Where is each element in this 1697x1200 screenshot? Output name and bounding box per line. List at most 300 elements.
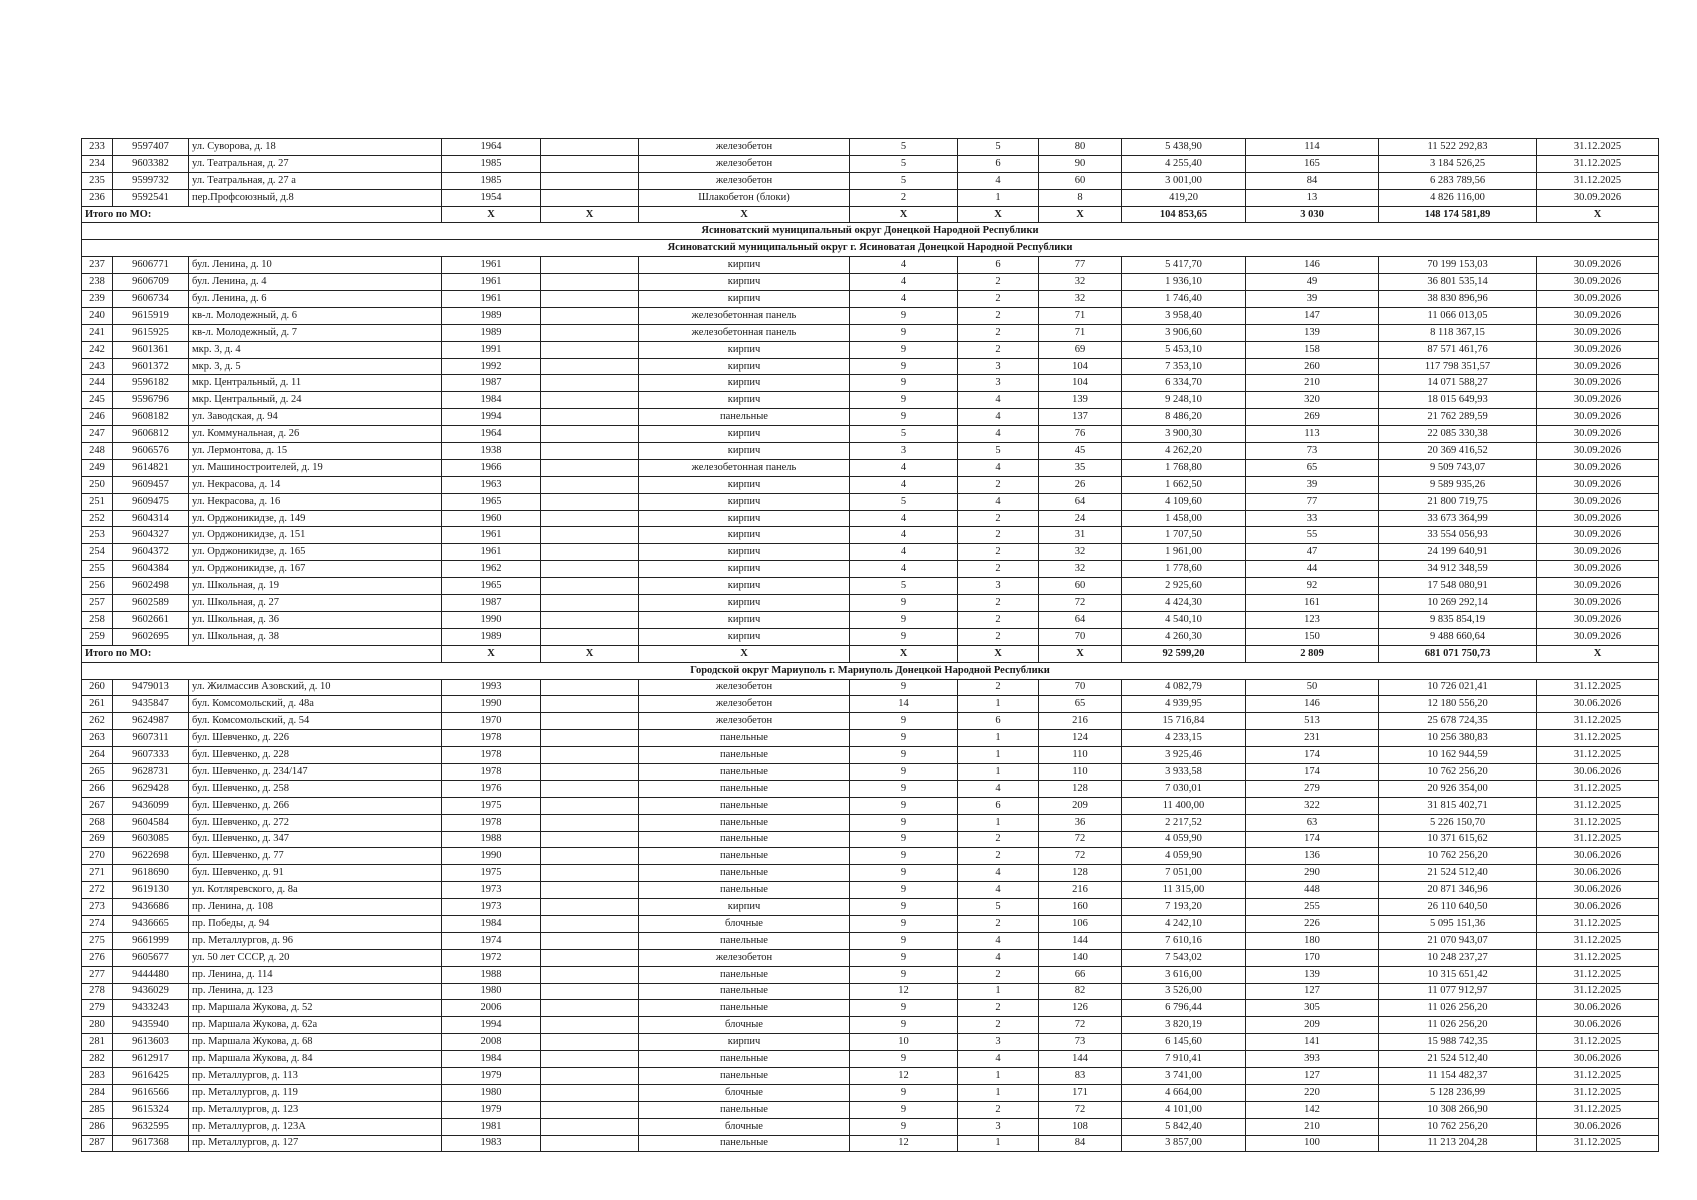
table-cell: 147 xyxy=(1246,307,1379,324)
table-cell: 30.06.2026 xyxy=(1537,1017,1659,1034)
table-cell xyxy=(541,679,639,696)
table-cell: 30.09.2026 xyxy=(1537,274,1659,291)
table-cell: 5 xyxy=(958,139,1039,156)
table-cell: ул. Суворова, д. 18 xyxy=(189,139,442,156)
table-cell: панельные xyxy=(639,747,850,764)
table-cell: 1976 xyxy=(442,780,541,797)
table-cell: ул. Некрасова, д. 16 xyxy=(189,493,442,510)
table-cell: 1 458,00 xyxy=(1122,510,1246,527)
table-cell: кирпич xyxy=(639,899,850,916)
table-cell: 1978 xyxy=(442,747,541,764)
table-cell: 1966 xyxy=(442,459,541,476)
table-cell: ул. Заводская, д. 94 xyxy=(189,409,442,426)
table-cell: 113 xyxy=(1246,426,1379,443)
total-cell: X xyxy=(1039,206,1122,223)
table-cell: железобетонная панель xyxy=(639,459,850,476)
table-cell: 14 071 588,27 xyxy=(1379,375,1537,392)
table-cell: 30.09.2026 xyxy=(1537,628,1659,645)
table-cell: 9607333 xyxy=(113,747,189,764)
table-cell xyxy=(541,966,639,983)
table-cell: 104 xyxy=(1039,358,1122,375)
table-cell: 1 xyxy=(958,1135,1039,1152)
table-cell: 30.09.2026 xyxy=(1537,426,1659,443)
table-cell: 6 283 789,56 xyxy=(1379,172,1537,189)
table-cell: 9 xyxy=(850,611,958,628)
table-cell: панельные xyxy=(639,763,850,780)
table-cell: 31.12.2025 xyxy=(1537,1034,1659,1051)
table-cell: 20 926 354,00 xyxy=(1379,780,1537,797)
table-cell: 76 xyxy=(1039,426,1122,443)
table-cell: 106 xyxy=(1039,915,1122,932)
table-cell: 274 xyxy=(82,915,113,932)
table-cell: 84 xyxy=(1246,172,1379,189)
table-cell: 419,20 xyxy=(1122,189,1246,206)
table-cell: 1990 xyxy=(442,848,541,865)
table-cell: 1961 xyxy=(442,527,541,544)
table-cell: кирпич xyxy=(639,578,850,595)
table-cell: 9596796 xyxy=(113,392,189,409)
table-cell: пр. Металлургов, д. 127 xyxy=(189,1135,442,1152)
table-cell: 10 308 266,90 xyxy=(1379,1101,1537,1118)
table-cell: 249 xyxy=(82,459,113,476)
table-cell: 9 xyxy=(850,949,958,966)
table-cell xyxy=(541,932,639,949)
table-cell: 1994 xyxy=(442,409,541,426)
table-cell: 50 xyxy=(1246,679,1379,696)
table-cell: 128 xyxy=(1039,780,1122,797)
table-cell: бул. Комсомольский, д. 48а xyxy=(189,696,442,713)
table-row xyxy=(82,291,1659,308)
table-cell: 1 xyxy=(958,814,1039,831)
table-cell: 1970 xyxy=(442,713,541,730)
table-cell: 1961 xyxy=(442,291,541,308)
table-cell: кирпич xyxy=(639,628,850,645)
table-cell: 12 xyxy=(850,1135,958,1152)
table-cell: железобетон xyxy=(639,679,850,696)
table-cell: 158 xyxy=(1246,341,1379,358)
total-cell: X xyxy=(541,645,639,662)
table-row xyxy=(82,763,1659,780)
table-cell: 2 217,52 xyxy=(1122,814,1246,831)
table-cell: 5 xyxy=(850,578,958,595)
table-cell: 10 762 256,20 xyxy=(1379,1118,1537,1135)
table-cell xyxy=(541,865,639,882)
table-cell: 245 xyxy=(82,392,113,409)
table-cell: 18 015 649,93 xyxy=(1379,392,1537,409)
table-cell xyxy=(541,780,639,797)
table-cell: 1985 xyxy=(442,172,541,189)
table-cell xyxy=(541,1034,639,1051)
table-row xyxy=(82,341,1659,358)
table-cell: 241 xyxy=(82,324,113,341)
table-cell: 2 xyxy=(958,966,1039,983)
table-cell: бул. Шевченко, д. 272 xyxy=(189,814,442,831)
table-row xyxy=(82,459,1659,476)
table-cell xyxy=(541,628,639,645)
table-cell: 1990 xyxy=(442,611,541,628)
table-cell: 14 xyxy=(850,696,958,713)
table-cell: бул. Ленина, д. 4 xyxy=(189,274,442,291)
table-cell xyxy=(541,510,639,527)
table-cell: 21 762 289,59 xyxy=(1379,409,1537,426)
table-cell: 1991 xyxy=(442,341,541,358)
table-cell: 161 xyxy=(1246,595,1379,612)
table-cell: 1961 xyxy=(442,544,541,561)
table-cell: 71 xyxy=(1039,307,1122,324)
table-cell: бул. Шевченко, д. 77 xyxy=(189,848,442,865)
table-cell: 243 xyxy=(82,358,113,375)
table-cell: бул. Ленина, д. 6 xyxy=(189,291,442,308)
table-cell xyxy=(541,307,639,324)
table-body xyxy=(82,139,1659,1152)
table-cell: 246 xyxy=(82,409,113,426)
table-cell: 4 059,90 xyxy=(1122,848,1246,865)
table-cell: 9609475 xyxy=(113,493,189,510)
table-cell: 6 xyxy=(958,713,1039,730)
table-cell: 242 xyxy=(82,341,113,358)
table-cell xyxy=(541,341,639,358)
table-cell: 30.09.2026 xyxy=(1537,307,1659,324)
table-cell: 170 xyxy=(1246,949,1379,966)
table-cell: 7 910,41 xyxy=(1122,1051,1246,1068)
table-cell: кирпич xyxy=(639,527,850,544)
table-cell: 174 xyxy=(1246,747,1379,764)
table-cell: 30.09.2026 xyxy=(1537,392,1659,409)
table-cell: 1988 xyxy=(442,966,541,983)
table-cell: 9 xyxy=(850,865,958,882)
table-cell: 1979 xyxy=(442,1101,541,1118)
table-cell: 1981 xyxy=(442,1118,541,1135)
table-cell: 5 417,70 xyxy=(1122,257,1246,274)
table-cell: железобетон xyxy=(639,172,850,189)
table-cell xyxy=(541,1084,639,1101)
table-cell: 10 xyxy=(850,1034,958,1051)
table-cell: 3 xyxy=(958,375,1039,392)
table-cell: 2 xyxy=(958,848,1039,865)
table-cell: 3 900,30 xyxy=(1122,426,1246,443)
table-cell: 9624987 xyxy=(113,713,189,730)
table-cell: 110 xyxy=(1039,763,1122,780)
table-cell: 267 xyxy=(82,797,113,814)
table-cell: 9605677 xyxy=(113,949,189,966)
table-cell: 2 xyxy=(958,544,1039,561)
table-row xyxy=(82,493,1659,510)
table-cell: 150 xyxy=(1246,628,1379,645)
table-cell: 104 xyxy=(1039,375,1122,392)
table-cell: 279 xyxy=(1246,780,1379,797)
table-cell: 30.09.2026 xyxy=(1537,595,1659,612)
table-cell: 2006 xyxy=(442,1000,541,1017)
table-cell: 30.09.2026 xyxy=(1537,291,1659,308)
table-row xyxy=(82,899,1659,916)
table-row xyxy=(82,307,1659,324)
table-cell: 9632595 xyxy=(113,1118,189,1135)
table-cell: 4 826 116,00 xyxy=(1379,189,1537,206)
table-cell: 268 xyxy=(82,814,113,831)
section-header-row xyxy=(82,223,1659,240)
table-cell: 9597407 xyxy=(113,139,189,156)
table-cell xyxy=(541,611,639,628)
table-cell: 144 xyxy=(1039,932,1122,949)
table-row xyxy=(82,375,1659,392)
table-cell: панельные xyxy=(639,865,850,882)
table-cell: ул. Школьная, д. 19 xyxy=(189,578,442,595)
table-cell: 10 315 651,42 xyxy=(1379,966,1537,983)
table-cell: 9433243 xyxy=(113,1000,189,1017)
table-cell: 6 796,44 xyxy=(1122,1000,1246,1017)
table-cell: бул. Шевченко, д. 226 xyxy=(189,730,442,747)
table-cell: 2 xyxy=(958,595,1039,612)
table-cell: 55 xyxy=(1246,527,1379,544)
table-cell: 22 085 330,38 xyxy=(1379,426,1537,443)
section-title: Ясиноватский муниципальный округ г. Ясиноватая Донецкой Народной Республики xyxy=(82,240,1659,257)
table-cell: 72 xyxy=(1039,831,1122,848)
table-cell: 17 548 080,91 xyxy=(1379,578,1537,595)
table-cell: 9 509 743,07 xyxy=(1379,459,1537,476)
table-row xyxy=(82,172,1659,189)
total-cell: 104 853,65 xyxy=(1122,206,1246,223)
table-row xyxy=(82,814,1659,831)
table-cell: 4 255,40 xyxy=(1122,155,1246,172)
table-cell: кирпич xyxy=(639,611,850,628)
table-cell: 30.06.2026 xyxy=(1537,848,1659,865)
table-cell: 9444480 xyxy=(113,966,189,983)
table-cell: 9615324 xyxy=(113,1101,189,1118)
table-cell: панельные xyxy=(639,882,850,899)
table-cell: кирпич xyxy=(639,392,850,409)
table-cell: 266 xyxy=(82,780,113,797)
table-cell: кирпич xyxy=(639,443,850,460)
table-cell: 30.09.2026 xyxy=(1537,544,1659,561)
table-cell xyxy=(541,578,639,595)
table-cell: 11 026 256,20 xyxy=(1379,1000,1537,1017)
table-cell: 209 xyxy=(1039,797,1122,814)
table-row xyxy=(82,1034,1659,1051)
table-cell: 6 xyxy=(958,257,1039,274)
table-cell: кирпич xyxy=(639,358,850,375)
table-cell: 1987 xyxy=(442,595,541,612)
table-cell: 4 xyxy=(958,932,1039,949)
table-cell: 5 xyxy=(850,155,958,172)
table-cell: 10 248 237,27 xyxy=(1379,949,1537,966)
table-cell: 20 369 416,52 xyxy=(1379,443,1537,460)
table-cell: 1938 xyxy=(442,443,541,460)
table-cell: ул. Орджоникидзе, д. 165 xyxy=(189,544,442,561)
table-cell: 9604384 xyxy=(113,561,189,578)
table-cell: 2 925,60 xyxy=(1122,578,1246,595)
table-cell: 11 077 912,97 xyxy=(1379,983,1537,1000)
table-cell: 31.12.2025 xyxy=(1537,1101,1659,1118)
table-cell: 265 xyxy=(82,763,113,780)
table-cell: 255 xyxy=(82,561,113,578)
table-cell: 260 xyxy=(1246,358,1379,375)
table-cell: ул. Котляревского, д. 8а xyxy=(189,882,442,899)
table-cell: 72 xyxy=(1039,848,1122,865)
table-row xyxy=(82,510,1659,527)
table-cell: панельные xyxy=(639,1051,850,1068)
table-cell: 72 xyxy=(1039,1017,1122,1034)
table-cell: 9618690 xyxy=(113,865,189,882)
table-cell: 1988 xyxy=(442,831,541,848)
table-cell: 5 xyxy=(850,493,958,510)
table-cell: мкр. Центральный, д. 11 xyxy=(189,375,442,392)
table-cell: 276 xyxy=(82,949,113,966)
table-cell: 30.09.2026 xyxy=(1537,341,1659,358)
total-cell: X xyxy=(958,645,1039,662)
table-cell: 1 768,80 xyxy=(1122,459,1246,476)
table-cell: 21 524 512,40 xyxy=(1379,1051,1537,1068)
table-cell: 282 xyxy=(82,1051,113,1068)
table-cell: 4 xyxy=(958,780,1039,797)
table-cell: ул. Школьная, д. 38 xyxy=(189,628,442,645)
table-cell: 1962 xyxy=(442,561,541,578)
table-cell: 30.06.2026 xyxy=(1537,1118,1659,1135)
table-cell: кирпич xyxy=(639,341,850,358)
table-cell: 9617368 xyxy=(113,1135,189,1152)
table-cell: 9 xyxy=(850,341,958,358)
table-cell: 15 716,84 xyxy=(1122,713,1246,730)
table-row xyxy=(82,139,1659,156)
table-cell: 32 xyxy=(1039,291,1122,308)
table-cell: 1974 xyxy=(442,932,541,949)
table-cell: 160 xyxy=(1039,899,1122,916)
table-cell: 31.12.2025 xyxy=(1537,1135,1659,1152)
table-cell: 31.12.2025 xyxy=(1537,966,1659,983)
total-cell: X xyxy=(541,206,639,223)
table-cell: 2 xyxy=(958,1101,1039,1118)
table-cell: 9622698 xyxy=(113,848,189,865)
table-cell: 24 xyxy=(1039,510,1122,527)
table-cell: 393 xyxy=(1246,1051,1379,1068)
table-cell: 250 xyxy=(82,476,113,493)
table-cell: 1984 xyxy=(442,1051,541,1068)
table-cell: 9 xyxy=(850,1118,958,1135)
table-cell: 269 xyxy=(1246,409,1379,426)
table-cell: кирпич xyxy=(639,476,850,493)
table-cell: 33 554 056,93 xyxy=(1379,527,1537,544)
table-cell: 9602589 xyxy=(113,595,189,612)
table-cell: 9 xyxy=(850,763,958,780)
table-cell: 8 486,20 xyxy=(1122,409,1246,426)
table-cell: 9599732 xyxy=(113,172,189,189)
table-cell: пр. Металлургов, д. 123 xyxy=(189,1101,442,1118)
table-row xyxy=(82,831,1659,848)
table-cell: 77 xyxy=(1246,493,1379,510)
table-row xyxy=(82,1000,1659,1017)
table-cell: ул. 50 лет СССР, д. 20 xyxy=(189,949,442,966)
table-cell: 258 xyxy=(82,611,113,628)
table-cell: 30.09.2026 xyxy=(1537,189,1659,206)
table-cell: 139 xyxy=(1246,324,1379,341)
table-cell: 3 001,00 xyxy=(1122,172,1246,189)
table-cell: 216 xyxy=(1039,882,1122,899)
table-cell: 174 xyxy=(1246,763,1379,780)
table-cell: 322 xyxy=(1246,797,1379,814)
table-cell: 5 xyxy=(850,426,958,443)
table-cell: 4 233,15 xyxy=(1122,730,1246,747)
table-cell: Шлакобетон (блоки) xyxy=(639,189,850,206)
table-cell: 11 154 482,37 xyxy=(1379,1067,1537,1084)
table-cell: 9609457 xyxy=(113,476,189,493)
total-row xyxy=(82,206,1659,223)
table-cell xyxy=(541,1000,639,1017)
total-cell: X xyxy=(850,645,958,662)
table-cell xyxy=(541,409,639,426)
table-cell xyxy=(541,324,639,341)
table-cell: 4 109,60 xyxy=(1122,493,1246,510)
table-cell: 70 xyxy=(1039,679,1122,696)
table-cell: 9 xyxy=(850,392,958,409)
table-cell: ул. Школьная, д. 27 xyxy=(189,595,442,612)
table-cell xyxy=(541,1017,639,1034)
table-cell: 9601372 xyxy=(113,358,189,375)
table-cell: 244 xyxy=(82,375,113,392)
table-cell: 9616566 xyxy=(113,1084,189,1101)
table-cell: 30.09.2026 xyxy=(1537,409,1659,426)
table-cell xyxy=(541,172,639,189)
table-cell: 7 353,10 xyxy=(1122,358,1246,375)
table-cell: 9615925 xyxy=(113,324,189,341)
table-cell: пр. Маршала Жукова, д. 62а xyxy=(189,1017,442,1034)
table-cell: 9 xyxy=(850,747,958,764)
table-cell xyxy=(541,814,639,831)
table-cell: 31.12.2025 xyxy=(1537,1067,1659,1084)
table-cell: бул. Шевченко, д. 258 xyxy=(189,780,442,797)
table-cell: 1985 xyxy=(442,155,541,172)
table-row xyxy=(82,392,1659,409)
table-cell: панельные xyxy=(639,409,850,426)
table-cell: 4 xyxy=(850,544,958,561)
table-cell: бул. Шевченко, д. 91 xyxy=(189,865,442,882)
table-cell: 84 xyxy=(1039,1135,1122,1152)
table-cell: 26 110 640,50 xyxy=(1379,899,1537,916)
table-cell: панельные xyxy=(639,1101,850,1118)
table-cell xyxy=(541,139,639,156)
table-cell: 4 424,30 xyxy=(1122,595,1246,612)
table-cell: 9601361 xyxy=(113,341,189,358)
table-cell: 11 522 292,83 xyxy=(1379,139,1537,156)
table-cell: 139 xyxy=(1039,392,1122,409)
table-cell: 30.09.2026 xyxy=(1537,527,1659,544)
table-cell xyxy=(541,561,639,578)
table-cell: 261 xyxy=(82,696,113,713)
table-cell: 280 xyxy=(82,1017,113,1034)
table-row xyxy=(82,1135,1659,1152)
table-cell: 1972 xyxy=(442,949,541,966)
table-cell: ул. Машиностроителей, д. 19 xyxy=(189,459,442,476)
table-row xyxy=(82,1101,1659,1118)
table-cell: мкр. 3, д. 4 xyxy=(189,341,442,358)
table-row xyxy=(82,932,1659,949)
table-cell xyxy=(541,291,639,308)
table-cell: 2 xyxy=(958,291,1039,308)
table-cell: пр. Металлургов, д. 119 xyxy=(189,1084,442,1101)
table-cell xyxy=(541,899,639,916)
table-cell: 31.12.2025 xyxy=(1537,679,1659,696)
table-cell: панельные xyxy=(639,814,850,831)
table-cell: 44 xyxy=(1246,561,1379,578)
table-cell: 209 xyxy=(1246,1017,1379,1034)
table-cell: 110 xyxy=(1039,747,1122,764)
table-cell: 9 835 854,19 xyxy=(1379,611,1537,628)
table-cell: бул. Шевченко, д. 234/147 xyxy=(189,763,442,780)
table-cell: 237 xyxy=(82,257,113,274)
table-cell: блочные xyxy=(639,1017,850,1034)
table-cell: 9436099 xyxy=(113,797,189,814)
table-row xyxy=(82,409,1659,426)
table-cell: 1975 xyxy=(442,797,541,814)
table-cell: 7 610,16 xyxy=(1122,932,1246,949)
